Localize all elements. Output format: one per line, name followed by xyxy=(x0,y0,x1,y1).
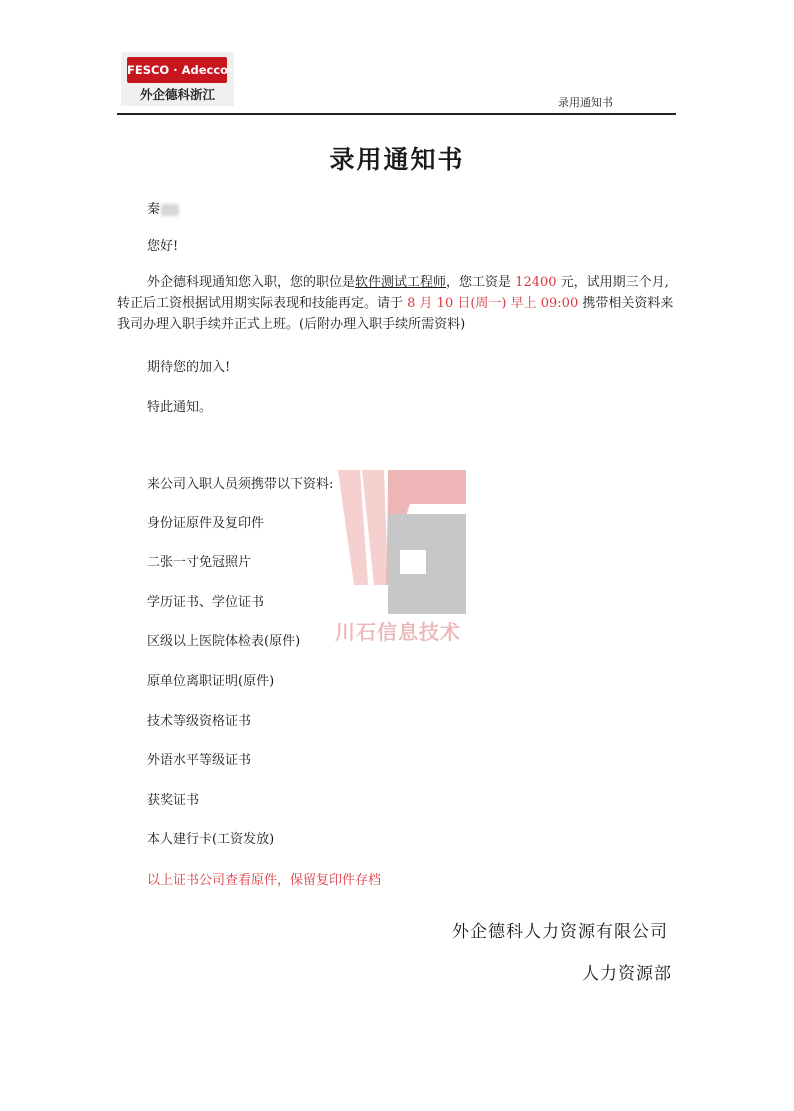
document-title: 录用通知书 xyxy=(329,145,465,174)
salary-amount: 12400 xyxy=(515,275,557,290)
requirements-intro: 来公司入职人员须携带以下资料: xyxy=(147,477,334,492)
requirement-item: 获奖证书 xyxy=(147,793,200,808)
requirement-item: 原单位离职证明(原件) xyxy=(147,674,275,689)
job-position: 软件测试工程师 xyxy=(355,275,447,290)
recipient-line xyxy=(147,200,179,220)
watermark-logo xyxy=(330,470,466,640)
body-text: 外企德科现通知您入职，您的职位是 xyxy=(147,275,356,290)
offer-paragraph xyxy=(117,272,687,335)
requirement-item: 学历证书、学位证书 xyxy=(147,595,265,610)
header-divider xyxy=(117,113,676,115)
recipient-name: 秦 xyxy=(147,202,161,217)
requirements-note: 以上证书公司查看原件，保留复印件存档 xyxy=(147,873,382,888)
requirement-item: 区级以上医院体检表(原件) xyxy=(147,634,301,649)
logo-brand-mark: FESCO · Adecco xyxy=(127,57,227,83)
paragraph-line-3: 我司办理入职手续并正式上班。(后附办理入职手续所需资料) xyxy=(117,317,466,332)
greeting: 您好! xyxy=(147,239,179,254)
signature-company: 外企德科人力资源有限公司 xyxy=(452,922,668,942)
body-text: 元，试用期三个月, xyxy=(556,275,669,290)
requirement-item: 二张一寸免冠照片 xyxy=(147,555,252,570)
body-text: ，您工资是 xyxy=(446,275,516,290)
watermark-text: 川石信息技术 xyxy=(335,620,461,644)
report-date: 8 月 10 日(周一) 早上 09:00 xyxy=(407,296,579,311)
requirement-item: 外语水平等级证书 xyxy=(147,753,252,768)
requirement-item: 本人建行卡(工资发放) xyxy=(147,832,275,847)
paragraph-line-1 xyxy=(117,272,687,293)
header-doc-label: 录用通知书 xyxy=(558,96,613,109)
requirement-item: 身份证原件及复印件 xyxy=(147,516,265,531)
body-text: 携带相关资料来 xyxy=(578,296,674,311)
requirement-item: 技术等级资格证书 xyxy=(147,714,252,729)
logo-chinese-name: 外企德科浙江 xyxy=(139,87,215,102)
company-logo xyxy=(121,52,234,106)
body-text: 转正后工资根据试用期实际表现和技能再定。请于 xyxy=(117,296,408,311)
signature-department: 人力资源部 xyxy=(582,964,672,984)
notice-text: 特此通知。 xyxy=(147,400,213,415)
redacted-name-blur xyxy=(161,204,179,216)
paragraph-line-2 xyxy=(117,293,687,314)
look-forward-text: 期待您的加入! xyxy=(147,360,231,375)
